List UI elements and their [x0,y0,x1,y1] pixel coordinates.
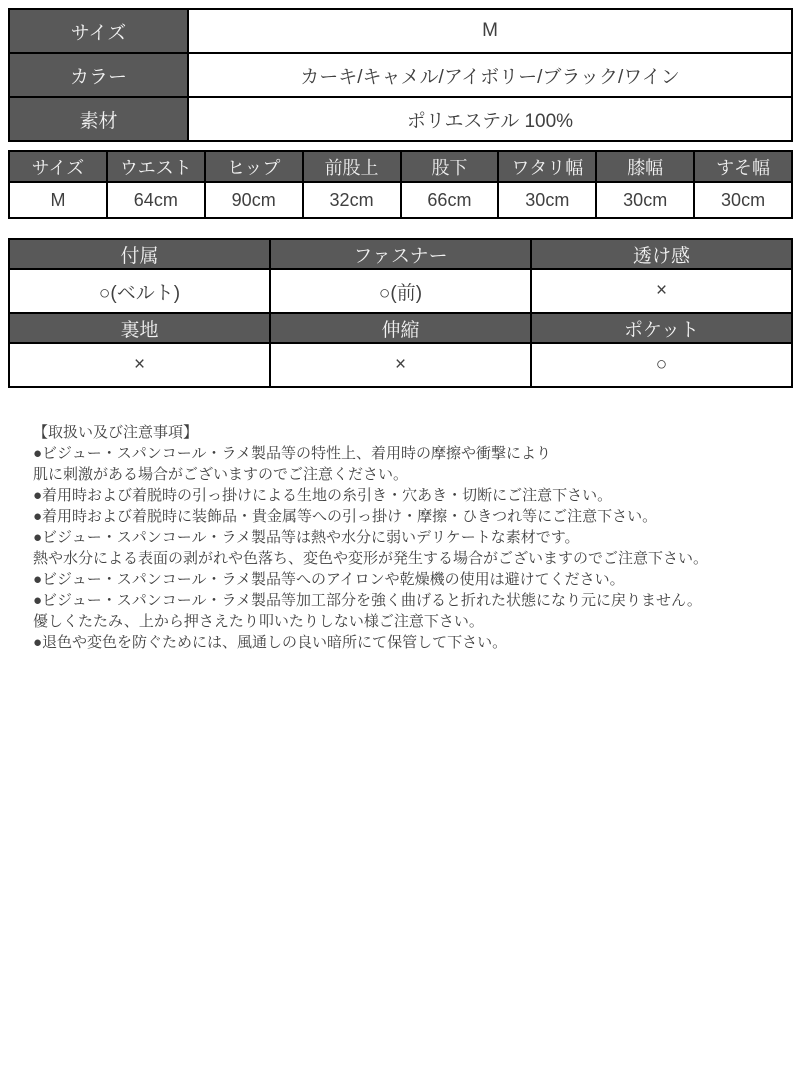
measure-header-waist: ウエスト [107,151,205,182]
feature-header-accessory: 付属 [9,239,270,269]
measure-value-front-rise: 32cm [303,182,401,218]
measure-value-inseam: 66cm [401,182,499,218]
measure-value-hem: 30cm [694,182,792,218]
features-header-row-2 [9,313,792,343]
measure-header-inseam: 股下 [401,151,499,182]
feature-header-pocket: ポケット [531,313,792,343]
measurements-header-row [9,151,792,182]
note-line: ●ビジュー・スパンコール・ラメ製品等の特性上、着用時の摩擦や衝撃により [33,445,552,462]
measurements-table [8,150,793,219]
table-row [9,53,792,97]
spec-table [8,8,793,142]
handling-notes-section [8,422,793,653]
spec-label-size: サイズ [9,9,188,53]
measure-header-front-rise: 前股上 [303,151,401,182]
note-line: ●着用時および着脱時の引っ掛けによる生地の糸引き・穴あき・切断にご注意下さい。 [33,487,613,504]
measure-header-hip: ヒップ [205,151,303,182]
feature-header-sheerness: 透け感 [531,239,792,269]
spec-value-material: ポリエステル 100% [188,97,792,141]
feature-value-accessory: ○(ベルト) [9,269,270,313]
note-line: ●退色や変色を防ぐためには、風通しの良い暗所にて保管して下さい。 [33,634,508,651]
measure-header-thigh: ワタリ幅 [498,151,596,182]
measure-value-hip: 90cm [205,182,303,218]
feature-header-stretch: 伸縮 [270,313,531,343]
feature-header-fastener: ファスナー [270,239,531,269]
handling-notes-title: 【取扱い及び注意事項】 [33,424,199,441]
feature-header-lining: 裏地 [9,313,270,343]
spec-label-material: 素材 [9,97,188,141]
spec-label-color: カラー [9,53,188,97]
measure-value-thigh: 30cm [498,182,596,218]
note-line: ●ビジュー・スパンコール・ラメ製品等加工部分を強く曲げると折れた状態になり元に戻りません。 [33,592,702,609]
table-row [9,9,792,53]
note-line: ●ビジュー・スパンコール・ラメ製品等は熱や水分に弱いデリケートな素材です。 [33,529,580,546]
note-line: ●着用時および着脱時に装飾品・貴金属等への引っ掛け・摩擦・ひきつれ等にご注意下さい。 [33,508,658,525]
measure-value-size: M [9,182,107,218]
spec-value-color: カーキ/キャメル/アイボリー/ブラック/ワイン [188,53,792,97]
features-header-row-1 [9,239,792,269]
table-row [9,97,792,141]
note-line: 熱や水分による表面の剥がれや色落ち、変色や変形が発生する場合がございますのでご注意下さい。 [33,550,709,567]
features-table [8,238,793,388]
measure-value-waist: 64cm [107,182,205,218]
feature-value-fastener: ○(前) [270,269,531,313]
spec-value-size: M [188,9,792,53]
measure-header-hem: すそ幅 [694,151,792,182]
features-value-row-1 [9,269,792,313]
feature-value-lining: × [9,343,270,387]
feature-value-pocket: ○ [531,343,792,387]
measure-header-size: サイズ [9,151,107,182]
features-value-row-2 [9,343,792,387]
measure-header-knee: 膝幅 [596,151,694,182]
note-line: 肌に刺激がある場合がございますのでご注意ください。 [33,466,409,483]
feature-value-stretch: × [270,343,531,387]
measure-value-knee: 30cm [596,182,694,218]
note-line: ●ビジュー・スパンコール・ラメ製品等へのアイロンや乾燥機の使用は避けてください。 [33,571,625,588]
note-line: 優しくたたみ、上から押さえたり叩いたりしない様ご注意下さい。 [33,613,484,630]
feature-value-sheerness: × [531,269,792,313]
measurements-value-row [9,182,792,218]
